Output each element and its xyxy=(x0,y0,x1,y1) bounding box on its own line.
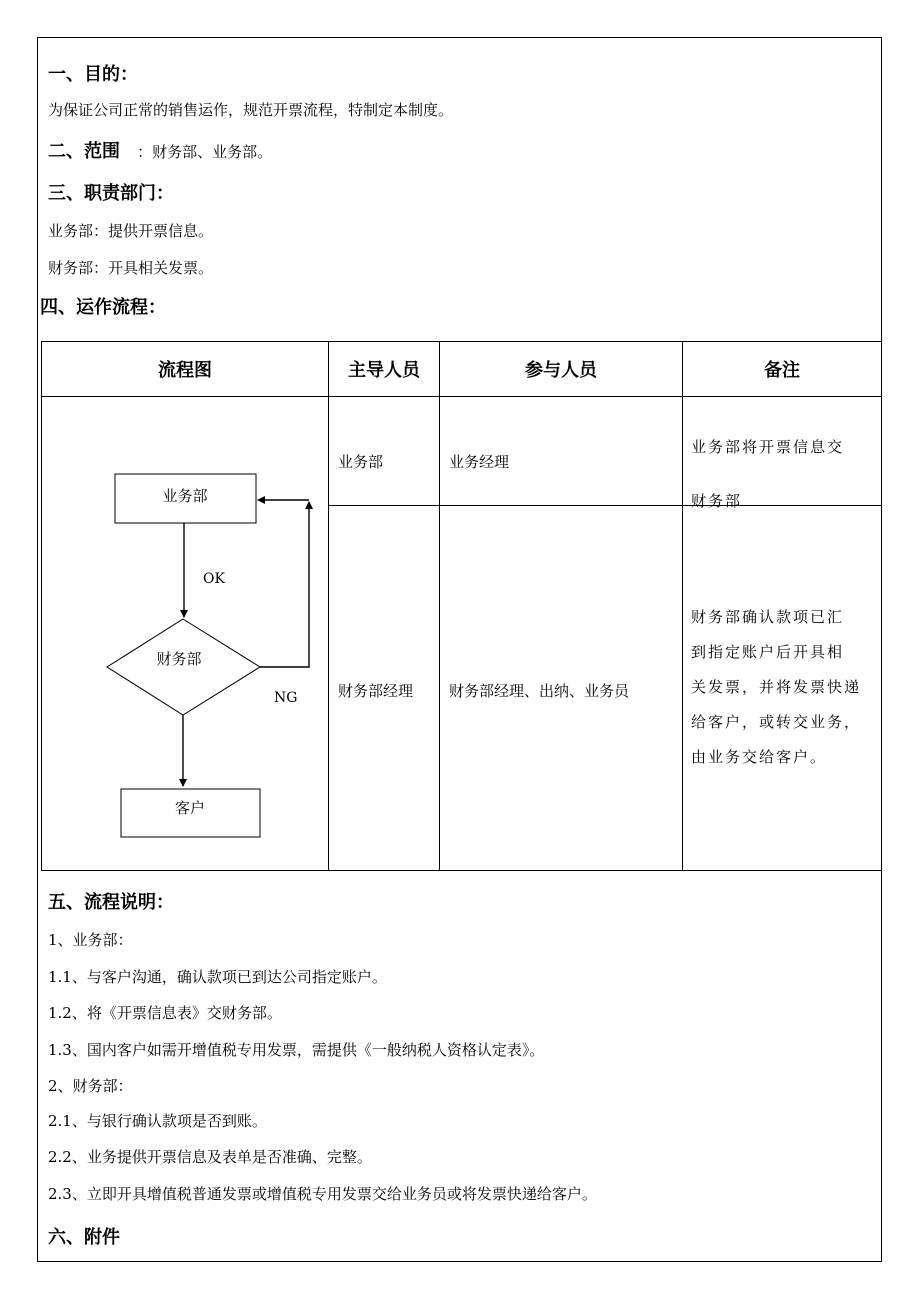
note-line: 财务部 xyxy=(691,492,743,510)
flow-ng-label: NG xyxy=(274,690,298,706)
note-line: 业务部将开票信息交 xyxy=(691,438,845,456)
note-line: 给客户，或转交业务， xyxy=(691,713,862,731)
row2-note-cell xyxy=(682,505,882,871)
explanation-line: 2.2、业务提供开票信息及表单是否准确、完整。 xyxy=(48,1148,372,1166)
row1-lead-cell xyxy=(328,396,440,506)
scope-line xyxy=(48,137,272,163)
header-note: 备注 xyxy=(682,341,882,397)
duties-heading: 三、职责部门： xyxy=(48,183,174,204)
purpose-heading: 一、目的： xyxy=(48,64,138,85)
scope-heading: 二、范围 xyxy=(48,141,120,162)
flow-decision-label: 财务部 xyxy=(156,650,202,668)
header-participants: 参与人员 xyxy=(439,341,683,397)
explanation-heading: 五、流程说明： xyxy=(48,892,174,913)
explanation-line: 1.1、与客户沟通，确认款项已到达公司指定账户。 xyxy=(48,968,387,986)
process-table xyxy=(41,341,882,871)
scope-text: ：财务部、业务部。 xyxy=(137,143,273,161)
explanation-line: 2、财务部： xyxy=(48,1077,133,1095)
explanation-line: 2.3、立即开具增值税普通发票或增值税专用发票交给业务员或将发票快递给客户。 xyxy=(48,1185,597,1203)
row2-participants-cell xyxy=(439,505,683,871)
flow-box-customer-label: 客户 xyxy=(174,799,206,817)
header-lead: 主导人员 xyxy=(328,341,440,397)
explanation-line: 1.3、国内客户如需开增值税专用发票，需提供《一般纳税人资格认定表》。 xyxy=(48,1041,545,1059)
flow-ok-label: OK xyxy=(203,571,225,587)
duty-item: 财务部：开具相关发票。 xyxy=(48,259,214,277)
row2-note xyxy=(691,600,861,775)
row2-lead: 财务部经理 xyxy=(338,682,414,700)
row1-note-cell xyxy=(682,396,882,510)
row1-lead: 业务部 xyxy=(338,453,384,471)
note-line: 关发票，并将发票快递 xyxy=(691,678,862,696)
attachment-heading: 六、附件 xyxy=(48,1227,120,1248)
header-flowchart: 流程图 xyxy=(41,341,329,397)
explanation-line: 1、业务部： xyxy=(48,931,133,949)
note-line: 由业务交给客户。 xyxy=(691,748,828,766)
process-heading: 四、运作流程： xyxy=(40,297,166,318)
duty-item: 业务部：提供开票信息。 xyxy=(48,222,214,240)
note-line: 财务部确认款项已汇 xyxy=(691,608,845,626)
purpose-text: 为保证公司正常的销售运作，规范开票流程，特制定本制度。 xyxy=(48,101,454,119)
row2-lead-cell xyxy=(328,505,440,871)
explanation-line: 1.2、将《开票信息表》交财务部。 xyxy=(48,1004,282,1022)
flow-arrow-ng-up xyxy=(260,502,309,667)
row1-participants-cell xyxy=(439,396,683,506)
flowchart-cell xyxy=(41,396,329,871)
row2-participants: 财务部经理、出纳、业务员 xyxy=(449,682,630,700)
flow-box-sales-label: 业务部 xyxy=(162,487,208,505)
explanation-line: 2.1、与银行确认款项是否到账。 xyxy=(48,1112,267,1130)
flowchart xyxy=(42,397,330,872)
row1-participants: 业务经理 xyxy=(449,453,510,471)
note-line: 到指定账户后开具相 xyxy=(691,643,845,661)
